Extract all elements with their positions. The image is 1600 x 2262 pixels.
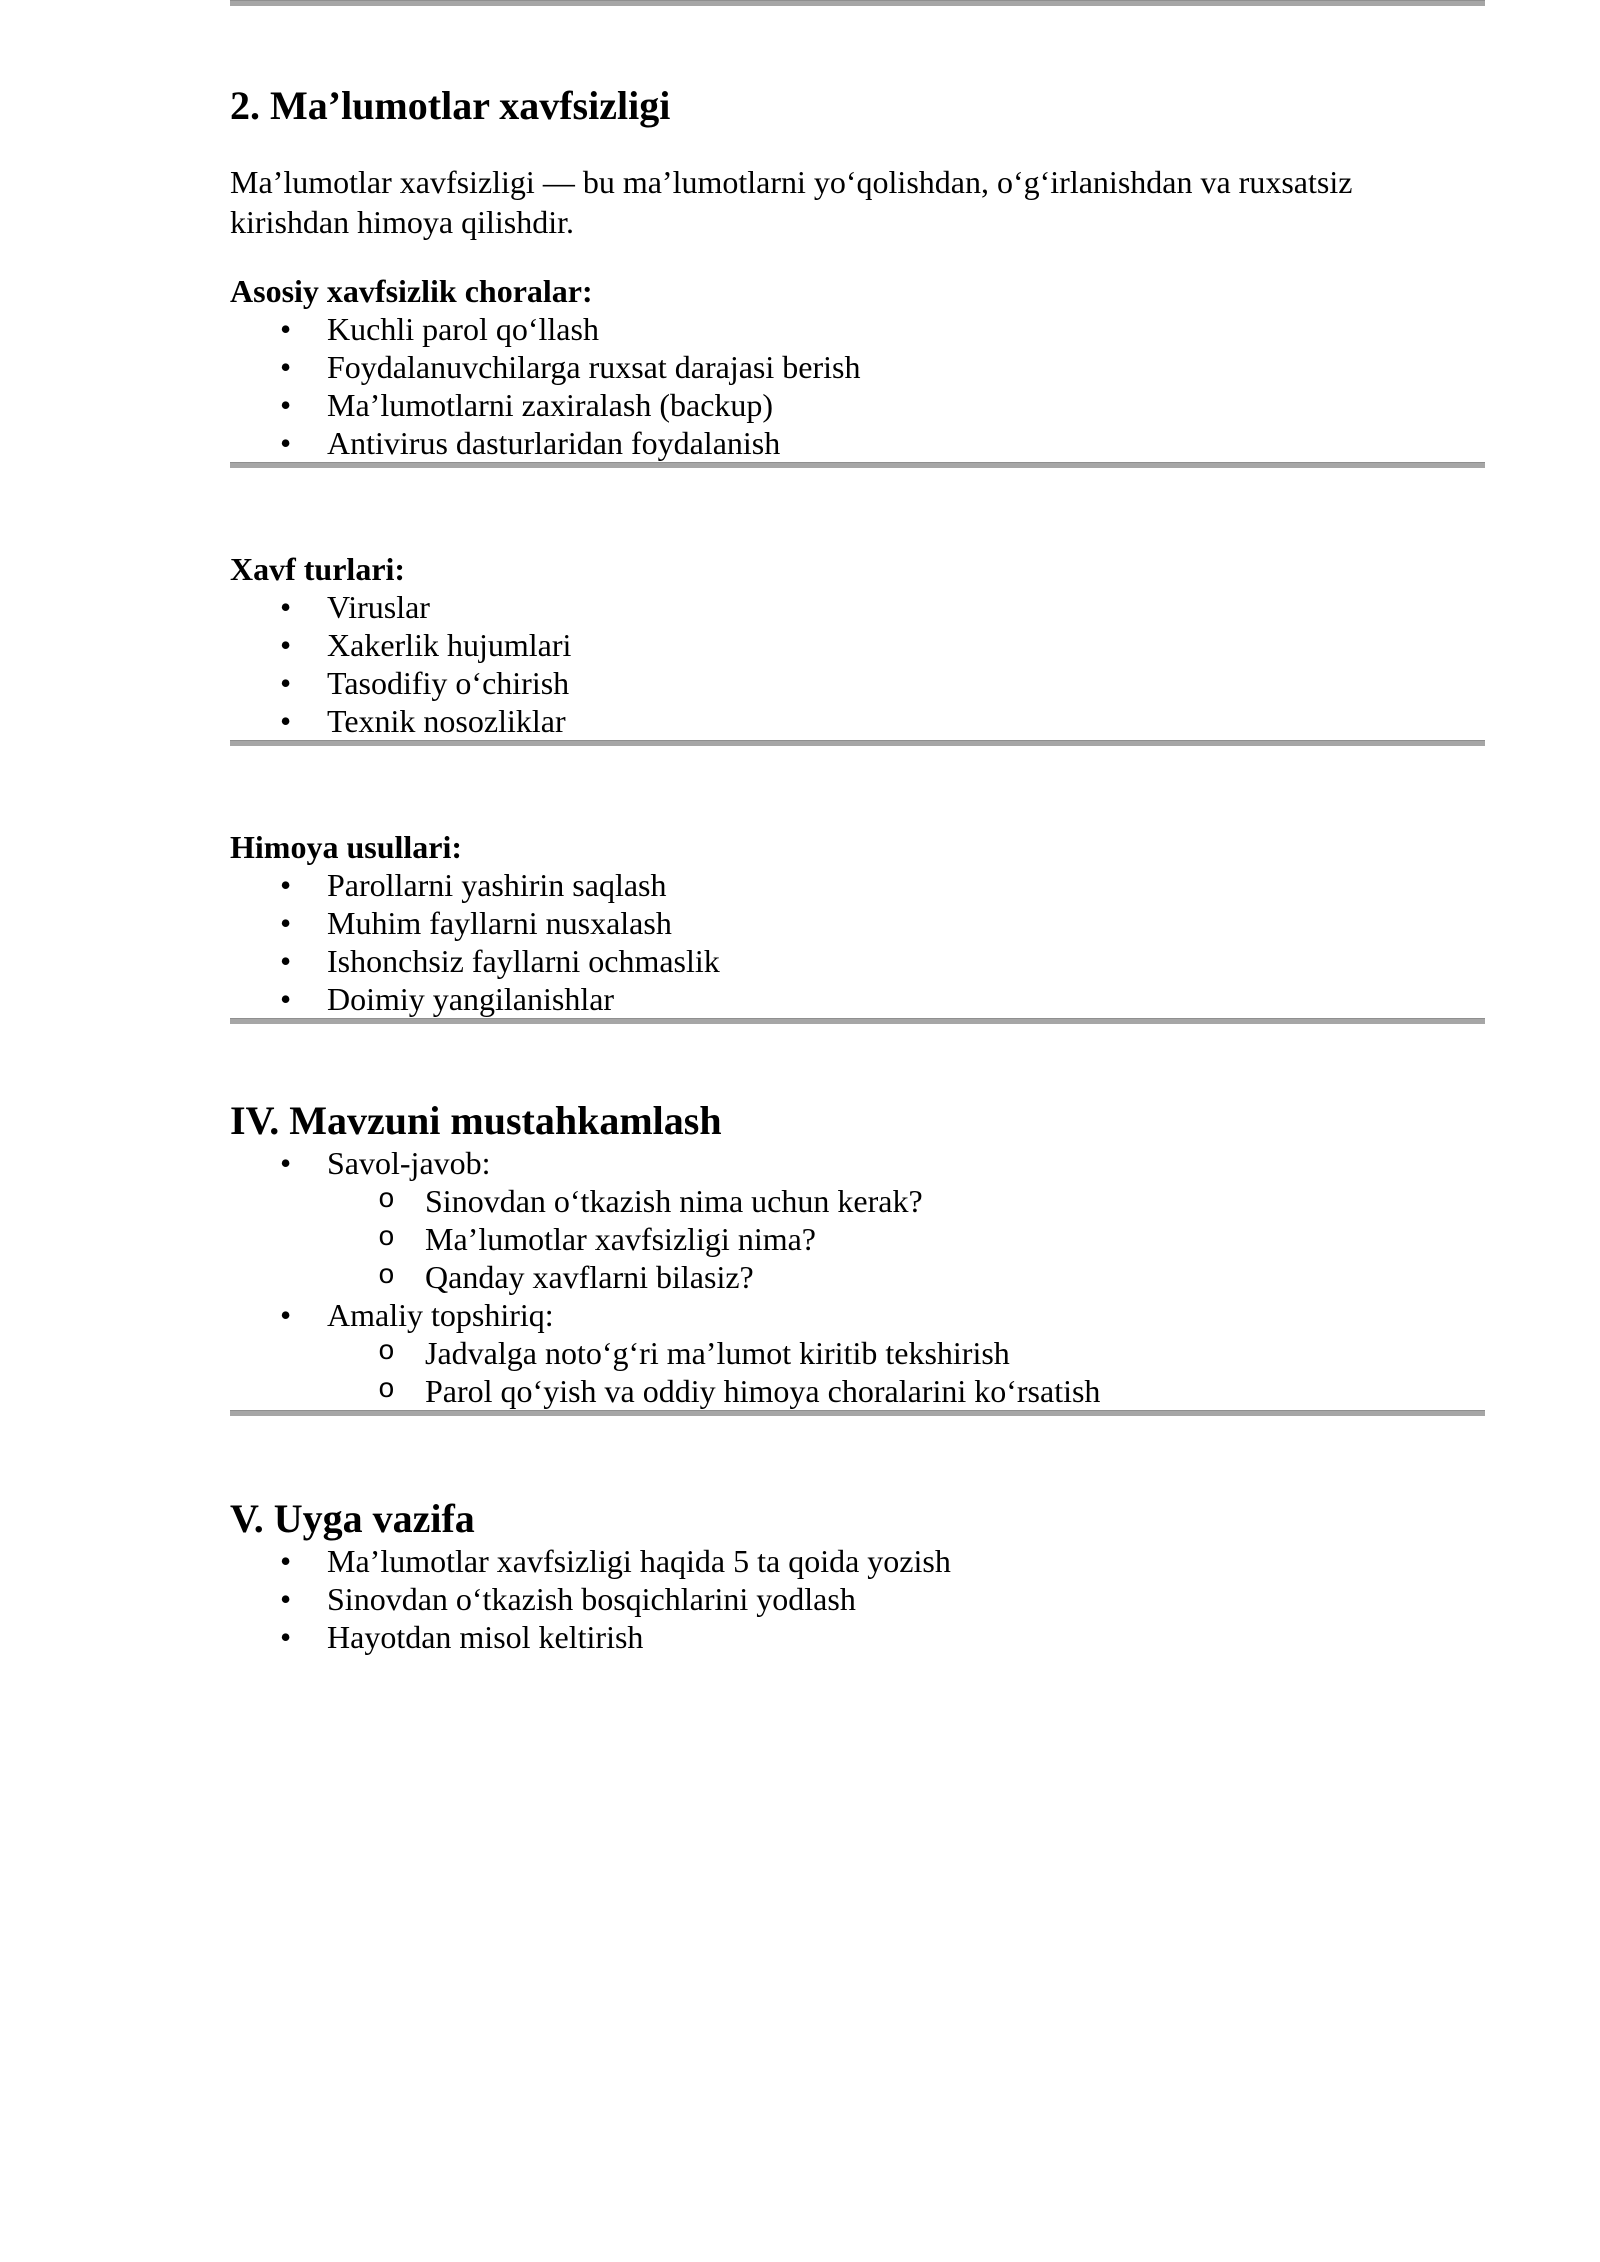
list-item-text: Tasodifiy o‘chirish [327, 665, 570, 701]
list-item-text: Sinovdan o‘tkazish bosqichlarini yodlash [327, 1581, 856, 1617]
list-item [230, 588, 1485, 626]
horizontal-rule [230, 0, 1485, 6]
list-item [230, 1542, 1485, 1580]
bullet-list-threats [230, 588, 1485, 740]
bullet-icon: • [280, 387, 292, 423]
list-item [230, 942, 1485, 980]
list-item-text: Amaliy topshiriq: [327, 1297, 554, 1333]
list-item [230, 1144, 1485, 1182]
list-item-text: Antivirus dasturlaridan foydalanish [327, 425, 781, 461]
bullet-icon: • [280, 425, 292, 461]
bullet-icon: • [280, 349, 292, 385]
list-item-text: Savol-javob: [327, 1145, 491, 1181]
list-item-text: Sinovdan o‘tkazish nima uchun kerak? [425, 1183, 923, 1219]
list-item-text: Ma’lumotlar xavfsizligi nima? [425, 1221, 816, 1257]
list-item-text: Doimiy yangilanishlar [327, 981, 615, 1017]
sub-list-item [230, 1220, 1485, 1258]
list-item-text: Ma’lumotlar xavfsizligi haqida 5 ta qoida yozish [327, 1543, 951, 1579]
horizontal-rule [230, 1018, 1485, 1024]
list-item [230, 664, 1485, 702]
bullet-list-protection [230, 866, 1485, 1018]
bullet-icon: • [280, 665, 292, 701]
sub-list-item [230, 1258, 1485, 1296]
list-item-text: Qanday xavflarni bilasiz? [425, 1259, 754, 1295]
list-item [230, 866, 1485, 904]
list-item [230, 310, 1485, 348]
bullet-icon: • [280, 703, 292, 739]
list-item-text: Kuchli parol qo‘llash [327, 311, 599, 347]
list-label-threats: Xavf turlari: [230, 551, 406, 587]
list-item [230, 904, 1485, 942]
list-item-text: Viruslar [327, 589, 430, 625]
list-item [230, 1580, 1485, 1618]
sub-list-item [230, 1182, 1485, 1220]
bullet-icon: • [280, 981, 292, 1017]
bullet-icon: • [280, 1619, 292, 1655]
list-item-text: Ishonchsiz fayllarni ochmaslik [327, 943, 720, 979]
list-item-text: Texnik nosozliklar [327, 703, 566, 739]
bullet-icon: • [280, 867, 292, 903]
intro-paragraph: Ma’lumotlar xavfsizligi — bu ma’lumotlarni yo‘qolishdan, o‘g‘irlanishdan va ruxsatsiz kirishdan himoya qilishdir. [230, 164, 1353, 240]
list-item-text: Foydalanuvchilarga ruxsat darajasi berish [327, 349, 861, 385]
section-heading-homework: V. Uyga vazifa [230, 1496, 475, 1541]
list-item [230, 1618, 1485, 1656]
list-item-text: Xakerlik hujumlari [327, 627, 572, 663]
list-item [230, 626, 1485, 664]
bullet-list-measures [230, 310, 1485, 462]
list-item-text: Jadvalga noto‘g‘ri ma’lumot kiritib tekshirish [425, 1335, 1010, 1371]
list-item-text: Parol qo‘yish va oddiy himoya choralarini ko‘rsatish [425, 1373, 1101, 1409]
bullet-icon: • [280, 627, 292, 663]
list-item-text: Parollarni yashirin saqlash [327, 867, 667, 903]
sub-bullet-icon: o [378, 1375, 395, 1406]
list-label-protection: Himoya usullari: [230, 829, 463, 865]
horizontal-rule [230, 462, 1485, 468]
horizontal-rule [230, 740, 1485, 746]
list-item-text: Ma’lumotlarni zaxiralash (backup) [327, 387, 774, 423]
sub-bullet-icon: o [378, 1223, 395, 1254]
bullet-icon: • [280, 311, 292, 347]
list-label-measures: Asosiy xavfsizlik choralar: [230, 273, 593, 309]
sub-list-item [230, 1334, 1485, 1372]
bullet-icon: • [280, 1145, 292, 1181]
bullet-list-reinforcement [230, 1144, 1485, 1410]
sub-bullet-icon: o [378, 1261, 395, 1292]
horizontal-rule [230, 1410, 1485, 1416]
bullet-list-homework [230, 1542, 1485, 1656]
list-item [230, 980, 1485, 1018]
bullet-icon: • [280, 905, 292, 941]
list-item-text: Muhim fayllarni nusxalash [327, 905, 672, 941]
list-item [230, 424, 1485, 462]
section-heading-reinforcement: IV. Mavzuni mustahkamlash [230, 1098, 722, 1143]
sub-bullet-icon: o [378, 1185, 395, 1216]
bullet-icon: • [280, 589, 292, 625]
section-heading-data-security: 2. Ma’lumotlar xavfsizligi [230, 83, 671, 128]
bullet-icon: • [280, 943, 292, 979]
list-item [230, 1296, 1485, 1334]
sub-bullet-icon: o [378, 1337, 395, 1368]
bullet-icon: • [280, 1297, 292, 1333]
bullet-icon: • [280, 1581, 292, 1617]
sub-list-item [230, 1372, 1485, 1410]
list-item-text: Hayotdan misol keltirish [327, 1619, 644, 1655]
list-item [230, 386, 1485, 424]
list-item [230, 348, 1485, 386]
list-item [230, 702, 1485, 740]
bullet-icon: • [280, 1543, 292, 1579]
document-page [230, 0, 1485, 1656]
